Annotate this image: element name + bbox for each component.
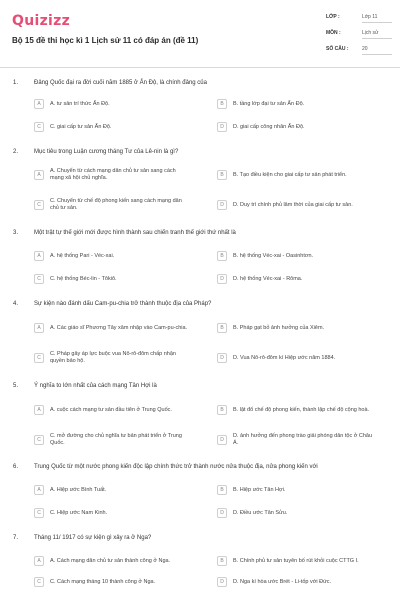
meta-count-value: 20 bbox=[362, 46, 392, 55]
option-letter-d: D bbox=[217, 508, 227, 518]
option-c[interactable] bbox=[34, 118, 190, 136]
option-letter-b: B bbox=[217, 251, 227, 261]
option-text: B. tầng lớp đại tư sản Ấn Độ. bbox=[233, 100, 305, 107]
option-text: A. cuộc cách mạng tư sản đầu tiên ở Trung Quốc. bbox=[50, 406, 172, 413]
option-a[interactable] bbox=[34, 481, 190, 499]
option-a[interactable] bbox=[34, 316, 190, 340]
option-letter-d: D bbox=[217, 353, 227, 363]
option-letter-c: C bbox=[34, 274, 44, 284]
option-text: A. Các giáo sĩ Phương Tây xâm nhập vào Cam-pu-chia. bbox=[50, 324, 188, 331]
question-number: 4. bbox=[13, 301, 19, 307]
option-text: C. Pháp gây áp lực buộc vua Nô-rô-đôm chấp nhận quyền bảo hộ. bbox=[50, 351, 176, 364]
worksheet-header bbox=[0, 0, 400, 68]
option-letter-a: A bbox=[34, 485, 44, 495]
option-text: A. Cách mạng dân chủ tư sản thành công ở Nga. bbox=[50, 557, 171, 564]
option-a[interactable] bbox=[34, 95, 190, 113]
option-text: A. Hiệp ước Bình Tuất. bbox=[50, 486, 107, 493]
option-letter-b: B bbox=[217, 556, 227, 566]
option-letter-d: D bbox=[217, 200, 227, 210]
meta-class-label: LỚP : bbox=[326, 14, 340, 20]
option-text: A. hệ thống Pari - Véc-xai. bbox=[50, 252, 115, 259]
question-number: 7. bbox=[13, 535, 19, 541]
option-d[interactable] bbox=[217, 504, 373, 522]
option-text: C. Cách mạng tháng 10 thành công ở Nga. bbox=[50, 578, 156, 585]
option-text: B. Chính phủ tư sản tuyên bố rút khỏi cuộc CTTG I. bbox=[233, 557, 359, 564]
option-letter-c: C bbox=[34, 122, 44, 132]
option-text: D. ảnh hưởng đến phong trào giải phóng dân tộc ở Châu Á. bbox=[233, 433, 373, 446]
question-number: 3. bbox=[13, 230, 19, 236]
option-d[interactable] bbox=[217, 573, 373, 591]
option-text: D. Nga kí hòa ước Brét - Li-tốp với Đức. bbox=[233, 578, 332, 585]
option-letter-a: A bbox=[34, 556, 44, 566]
question-text: Tháng 11/ 1917 có sự kiện gì xảy ra ở Nga? bbox=[34, 535, 152, 541]
option-c[interactable] bbox=[34, 573, 190, 591]
option-d[interactable] bbox=[217, 193, 373, 217]
option-letter-d: D bbox=[217, 122, 227, 132]
option-letter-b: B bbox=[217, 99, 227, 109]
option-text: D. hệ thống Véc-xai - Rôma. bbox=[233, 275, 303, 282]
option-b[interactable] bbox=[217, 398, 373, 422]
option-d[interactable] bbox=[217, 270, 373, 288]
question-text: Sự kiện nào đánh dấu Cam-pu-chia trở thành thuộc địa của Pháp? bbox=[34, 301, 212, 307]
option-text: C. hệ thống Béc-lin - Tôkiô. bbox=[50, 275, 117, 282]
option-c[interactable] bbox=[34, 346, 190, 370]
meta-class-row bbox=[326, 10, 392, 26]
option-c[interactable] bbox=[34, 428, 190, 452]
option-text: D. giai cấp công nhân Ấn Độ. bbox=[233, 123, 305, 130]
option-letter-b: B bbox=[217, 170, 227, 180]
option-letter-b: B bbox=[217, 485, 227, 495]
option-letter-a: A bbox=[34, 170, 44, 180]
question-number: 6. bbox=[13, 464, 19, 470]
option-text: D. Duy trì chính phủ lâm thời của giai cấp tư sản. bbox=[233, 201, 353, 208]
option-letter-c: C bbox=[34, 435, 44, 445]
question-text: Ý nghĩa to lớn nhất của cách mạng Tân Hợi là bbox=[34, 383, 157, 389]
option-text: C. Chuyển từ chế độ phong kiến sang cách mạng dân chủ tư sản. bbox=[50, 198, 182, 211]
question-text: Trung Quốc từ một nước phong kiến độc lập chính thức trở thành nước nửa thuộc địa, nửa phong kiến với bbox=[34, 464, 318, 470]
meta-subject-label: MÔN : bbox=[326, 30, 341, 36]
option-a[interactable] bbox=[34, 398, 190, 422]
question-text: Mục tiêu trong Luận cương tháng Tư của Lê-nin là gì? bbox=[34, 149, 179, 155]
question-number: 5. bbox=[13, 383, 19, 389]
quizizz-logo: Quizizz bbox=[12, 13, 71, 29]
option-d[interactable] bbox=[217, 346, 373, 370]
option-letter-a: A bbox=[34, 99, 44, 109]
option-text: B. Tạo điều kiện cho giai cấp tư sản phát triển. bbox=[233, 171, 347, 178]
option-d[interactable] bbox=[217, 118, 373, 136]
option-a[interactable] bbox=[34, 247, 190, 265]
question-number: 1. bbox=[13, 80, 19, 86]
option-c[interactable] bbox=[34, 270, 190, 288]
option-b[interactable] bbox=[217, 552, 373, 570]
option-text: D. Điều ước Tân Sửu. bbox=[233, 509, 288, 516]
option-text: C. mở đường cho chủ nghĩa tư bản phát triển ở Trung Quốc. bbox=[50, 433, 182, 446]
option-letter-a: A bbox=[34, 323, 44, 333]
option-text: B. Pháp gạt bỏ ảnh hưởng của Xiêm. bbox=[233, 324, 325, 331]
option-a[interactable] bbox=[34, 163, 190, 187]
meta-class-value: Lớp 11 bbox=[362, 14, 392, 23]
option-letter-d: D bbox=[217, 274, 227, 284]
option-b[interactable] bbox=[217, 316, 373, 340]
option-letter-d: D bbox=[217, 435, 227, 445]
option-b[interactable] bbox=[217, 163, 373, 187]
option-letter-c: C bbox=[34, 353, 44, 363]
option-letter-a: A bbox=[34, 251, 44, 261]
option-text: C. giai cấp tư sản Ấn Độ. bbox=[50, 123, 112, 130]
option-letter-c: C bbox=[34, 508, 44, 518]
option-letter-d: D bbox=[217, 577, 227, 587]
option-c[interactable] bbox=[34, 193, 190, 217]
question-text: Đảng Quốc đại ra đời cuối năm 1885 ở Ấn Độ, là chính đảng của bbox=[34, 80, 207, 86]
option-letter-b: B bbox=[217, 405, 227, 415]
option-letter-c: C bbox=[34, 577, 44, 587]
option-a[interactable] bbox=[34, 552, 190, 570]
meta-subject-row bbox=[326, 26, 392, 42]
question-number: 2. bbox=[13, 149, 19, 155]
option-c[interactable] bbox=[34, 504, 190, 522]
option-text: A. tư sản trí thức Ấn Độ. bbox=[50, 100, 110, 107]
option-text: C. Hiệp ước Nam Kinh. bbox=[50, 509, 108, 516]
question-text: Một trật tự thế giới mới được hình thành sau chiến tranh thế giới thứ nhất là bbox=[34, 230, 236, 236]
option-b[interactable] bbox=[217, 95, 373, 113]
worksheet-meta bbox=[326, 10, 392, 58]
meta-subject-value: Lịch sử bbox=[362, 30, 392, 39]
option-letter-c: C bbox=[34, 200, 44, 210]
option-b[interactable] bbox=[217, 481, 373, 499]
option-text: B. lật đổ chế độ phong kiến, thành lập chế độ cộng hoà. bbox=[233, 406, 370, 413]
meta-count-row bbox=[326, 42, 392, 58]
option-text: A. Chuyển từ cách mạng dân chủ tư sản sang cách mạng xã hội chủ nghĩa. bbox=[50, 168, 176, 181]
option-letter-b: B bbox=[217, 323, 227, 333]
option-d[interactable] bbox=[217, 428, 373, 452]
option-text: D. Vua Nô-rô-đôm kí Hiệp ước năm 1884. bbox=[233, 354, 336, 361]
option-text: B. Hiệp ước Tân Hợi. bbox=[233, 486, 286, 493]
option-letter-a: A bbox=[34, 405, 44, 415]
meta-count-label: SỐ CÂU : bbox=[326, 46, 349, 52]
worksheet-title: Bộ 15 đề thi học kì 1 Lịch sử 11 có đáp án (đề 11) bbox=[12, 36, 199, 45]
option-b[interactable] bbox=[217, 247, 373, 265]
option-text: B. hệ thống Véc-xai - Oasinhtơn. bbox=[233, 252, 314, 259]
